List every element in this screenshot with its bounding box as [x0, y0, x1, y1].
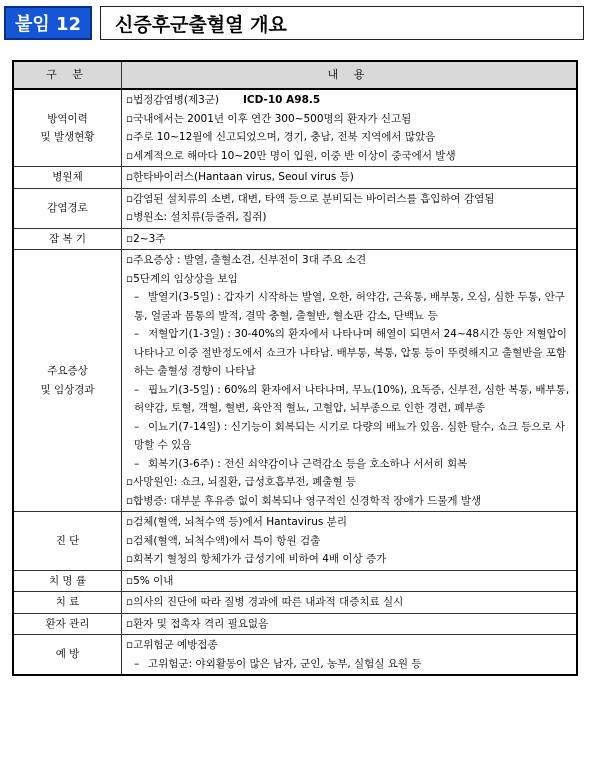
- row-content: [122, 188, 578, 228]
- row-content: [122, 167, 578, 189]
- content-line: [126, 208, 572, 227]
- attachment-badge: 붙임 12: [4, 6, 92, 40]
- content-line-text: ▫주요증상 : 발열, 출혈소견, 신부전이 3대 주요 소견: [126, 254, 367, 266]
- content-line-text: ▫국내에서는 2001년 이후 연간 300~500명의 환자가 신고됨: [126, 112, 412, 125]
- sub-item: [126, 325, 572, 381]
- content-line-text: ▫5단계의 임상상을 보임: [126, 272, 238, 285]
- content-line: [126, 473, 572, 492]
- content-line-text: ▫주로 10~12월에 신고되었으며, 경기, 충남, 전북 지역에서 많았음: [126, 131, 436, 143]
- content-line: [126, 128, 572, 147]
- sub-item: [126, 655, 572, 674]
- content-line-text: ▫감염된 설치류의 소변, 대변, 타액 등으로 분비되는 바이러스를 흡입하여 감염됨: [126, 192, 495, 205]
- table-row: [13, 570, 577, 592]
- content-line: [126, 168, 572, 187]
- table-row: [13, 592, 577, 614]
- dash-bullet: –: [134, 328, 140, 340]
- content-line: [126, 230, 572, 249]
- dash-bullet: –: [134, 383, 140, 396]
- column-header-content: 내 용: [122, 61, 578, 89]
- content-line: [126, 615, 572, 634]
- content-line-text: ▫세계적으로 해마다 10~20만 명이 입원, 이중 반 이상이 중국에서 발생: [126, 149, 456, 162]
- sub-item: [126, 381, 572, 418]
- column-header-category: 구 분: [13, 61, 122, 89]
- document-title: 신증후군출혈열 개요: [100, 6, 584, 40]
- row-category: [13, 592, 122, 614]
- content-line-text: ▫검체(혈액, 뇌척수액 등)에서 Hantavirus 분리: [126, 516, 347, 528]
- icd-code: ICD-10 A98.5: [243, 94, 321, 106]
- content-line: [126, 572, 572, 591]
- sub-item-text: 핍뇨기(3-5일) : 60%의 환자에서 나타나며, 무뇨(10%), 요독증, 신부전, 심한 복통, 배부통, 허약감, 토혈, 객혈, 혈변, 육안적 혈뇨, 고혈압, 뇌부종으로 인한 경련, 폐부종: [134, 383, 570, 414]
- content-line: [126, 251, 572, 270]
- category-label: 치 명 률: [48, 574, 87, 587]
- table-header-row: [13, 61, 577, 89]
- table-row: [13, 635, 577, 676]
- content-line-text: ▫한타바이러스(Hantaan virus, Seoul virus 등): [126, 171, 354, 183]
- table-row: [13, 512, 577, 571]
- content-line: [126, 147, 572, 166]
- sub-item: [126, 455, 572, 474]
- content-line: [126, 110, 572, 129]
- sub-item-text: 저혈압기(1-3일) : 30-40%의 환자에서 나타나며 해열이 되면서 24~48시간 동안 저혈압이 나타나고 이중 절반정도에서 쇼크가 나타남. 배부통, 복통, 압통 등이 뚜렷해지고 출혈반을 포함하는 출혈성 경향이 나타남: [134, 328, 567, 377]
- content-line: [126, 593, 572, 612]
- content-line: [126, 550, 572, 569]
- content-line-text: ▫법정감염병(제3군): [126, 94, 219, 106]
- sub-item: [126, 418, 572, 455]
- category-label: 감염경로: [47, 201, 88, 214]
- row-content: [122, 89, 578, 167]
- content-line-text: ▫5% 이내: [126, 574, 174, 587]
- content-line: [126, 270, 572, 289]
- content-line-text: ▫병원소: 설치류(등줄쥐, 집쥐): [126, 211, 267, 223]
- category-label: 환자 관리: [45, 617, 90, 630]
- category-label: 예 방: [55, 648, 80, 661]
- sub-item: [126, 288, 572, 325]
- content-line-text: ▫환자 및 접촉자 격리 필요없음: [126, 617, 269, 630]
- content-line-text: ▫고위험군 예방접종: [126, 639, 218, 651]
- table-row: [13, 188, 577, 228]
- content-line: [126, 532, 572, 551]
- row-content: [122, 570, 578, 592]
- row-category: [13, 635, 122, 676]
- dash-bullet: –: [134, 291, 140, 303]
- dash-bullet: –: [134, 457, 140, 470]
- row-content: [122, 613, 578, 635]
- document-header: [0, 0, 589, 50]
- row-content: [122, 228, 578, 250]
- content-line-text: ▫2~3주: [126, 232, 166, 245]
- row-category: [13, 89, 122, 167]
- row-category: [13, 228, 122, 250]
- table-row: [13, 228, 577, 250]
- category-label: 잠 복 기: [48, 232, 87, 245]
- content-line-text: ▫의사의 진단에 따라 질병 경과에 따른 내과적 대증치료 실시: [126, 596, 404, 608]
- content-line-text: ▫합병증: 대부분 후유증 없이 회복되나 영구적인 신경학적 장애가 드물게 발생: [126, 494, 482, 507]
- row-category: [13, 167, 122, 189]
- sub-item-text: 이뇨기(7-14일) : 신기능이 회복되는 시기로 다량의 배뇨가 있음. 심한 탈수, 쇼크 등으로 사망할 수 있음: [134, 420, 566, 451]
- category-label: 방역이력: [47, 112, 88, 125]
- table-row: [13, 167, 577, 189]
- content-line-text: ▫회복기 혈청의 항체가가 급성기에 비하여 4배 이상 증가: [126, 553, 387, 565]
- category-label: 및 발생현황: [40, 131, 95, 143]
- row-category: [13, 188, 122, 228]
- sub-item-text: 고위험군: 야외활동이 많은 남자, 군인, 농부, 실험실 요원 등: [148, 657, 422, 670]
- row-content: [122, 592, 578, 614]
- category-label: 병원체: [52, 171, 83, 183]
- category-label: 주요증상: [47, 365, 88, 377]
- content-line: [126, 513, 572, 532]
- row-category: [13, 512, 122, 571]
- overview-table: [12, 60, 578, 676]
- category-label: 치 료: [55, 596, 80, 608]
- row-content: [122, 635, 578, 676]
- category-label: 및 임상경과: [40, 383, 95, 396]
- sub-item-text: 발열기(3-5일) : 갑자기 시작하는 발열, 오한, 허약감, 근육통, 배부통, 오심, 심한 두통, 안구통, 얼굴과 몸통의 발적, 결막 충혈, 출혈반, 혈소판 감소, 단백뇨 등: [134, 291, 565, 322]
- table-row: [13, 613, 577, 635]
- content-line-text: ▫검체(혈액, 뇌척수액)에서 특이 항원 검출: [126, 534, 321, 547]
- sub-item-text: 회복기(3-6주) : 전신 쇠약감이나 근력감소 등을 호소하나 서서히 회복: [148, 457, 468, 470]
- dash-bullet: –: [134, 657, 140, 670]
- content-line: [126, 636, 572, 655]
- content-line: [126, 190, 572, 209]
- row-category: [13, 570, 122, 592]
- table-row: [13, 250, 577, 512]
- row-content: [122, 250, 578, 512]
- content-line-text: ▫사망원인: 쇼크, 뇌질환, 급성호흡부전, 폐출혈 등: [126, 476, 357, 488]
- category-label: 진 단: [55, 534, 80, 547]
- row-content: [122, 512, 578, 571]
- content-line: [126, 492, 572, 511]
- row-category: [13, 250, 122, 512]
- row-category: [13, 613, 122, 635]
- content-line: [126, 91, 572, 110]
- dash-bullet: –: [134, 420, 140, 433]
- table-row: [13, 89, 577, 167]
